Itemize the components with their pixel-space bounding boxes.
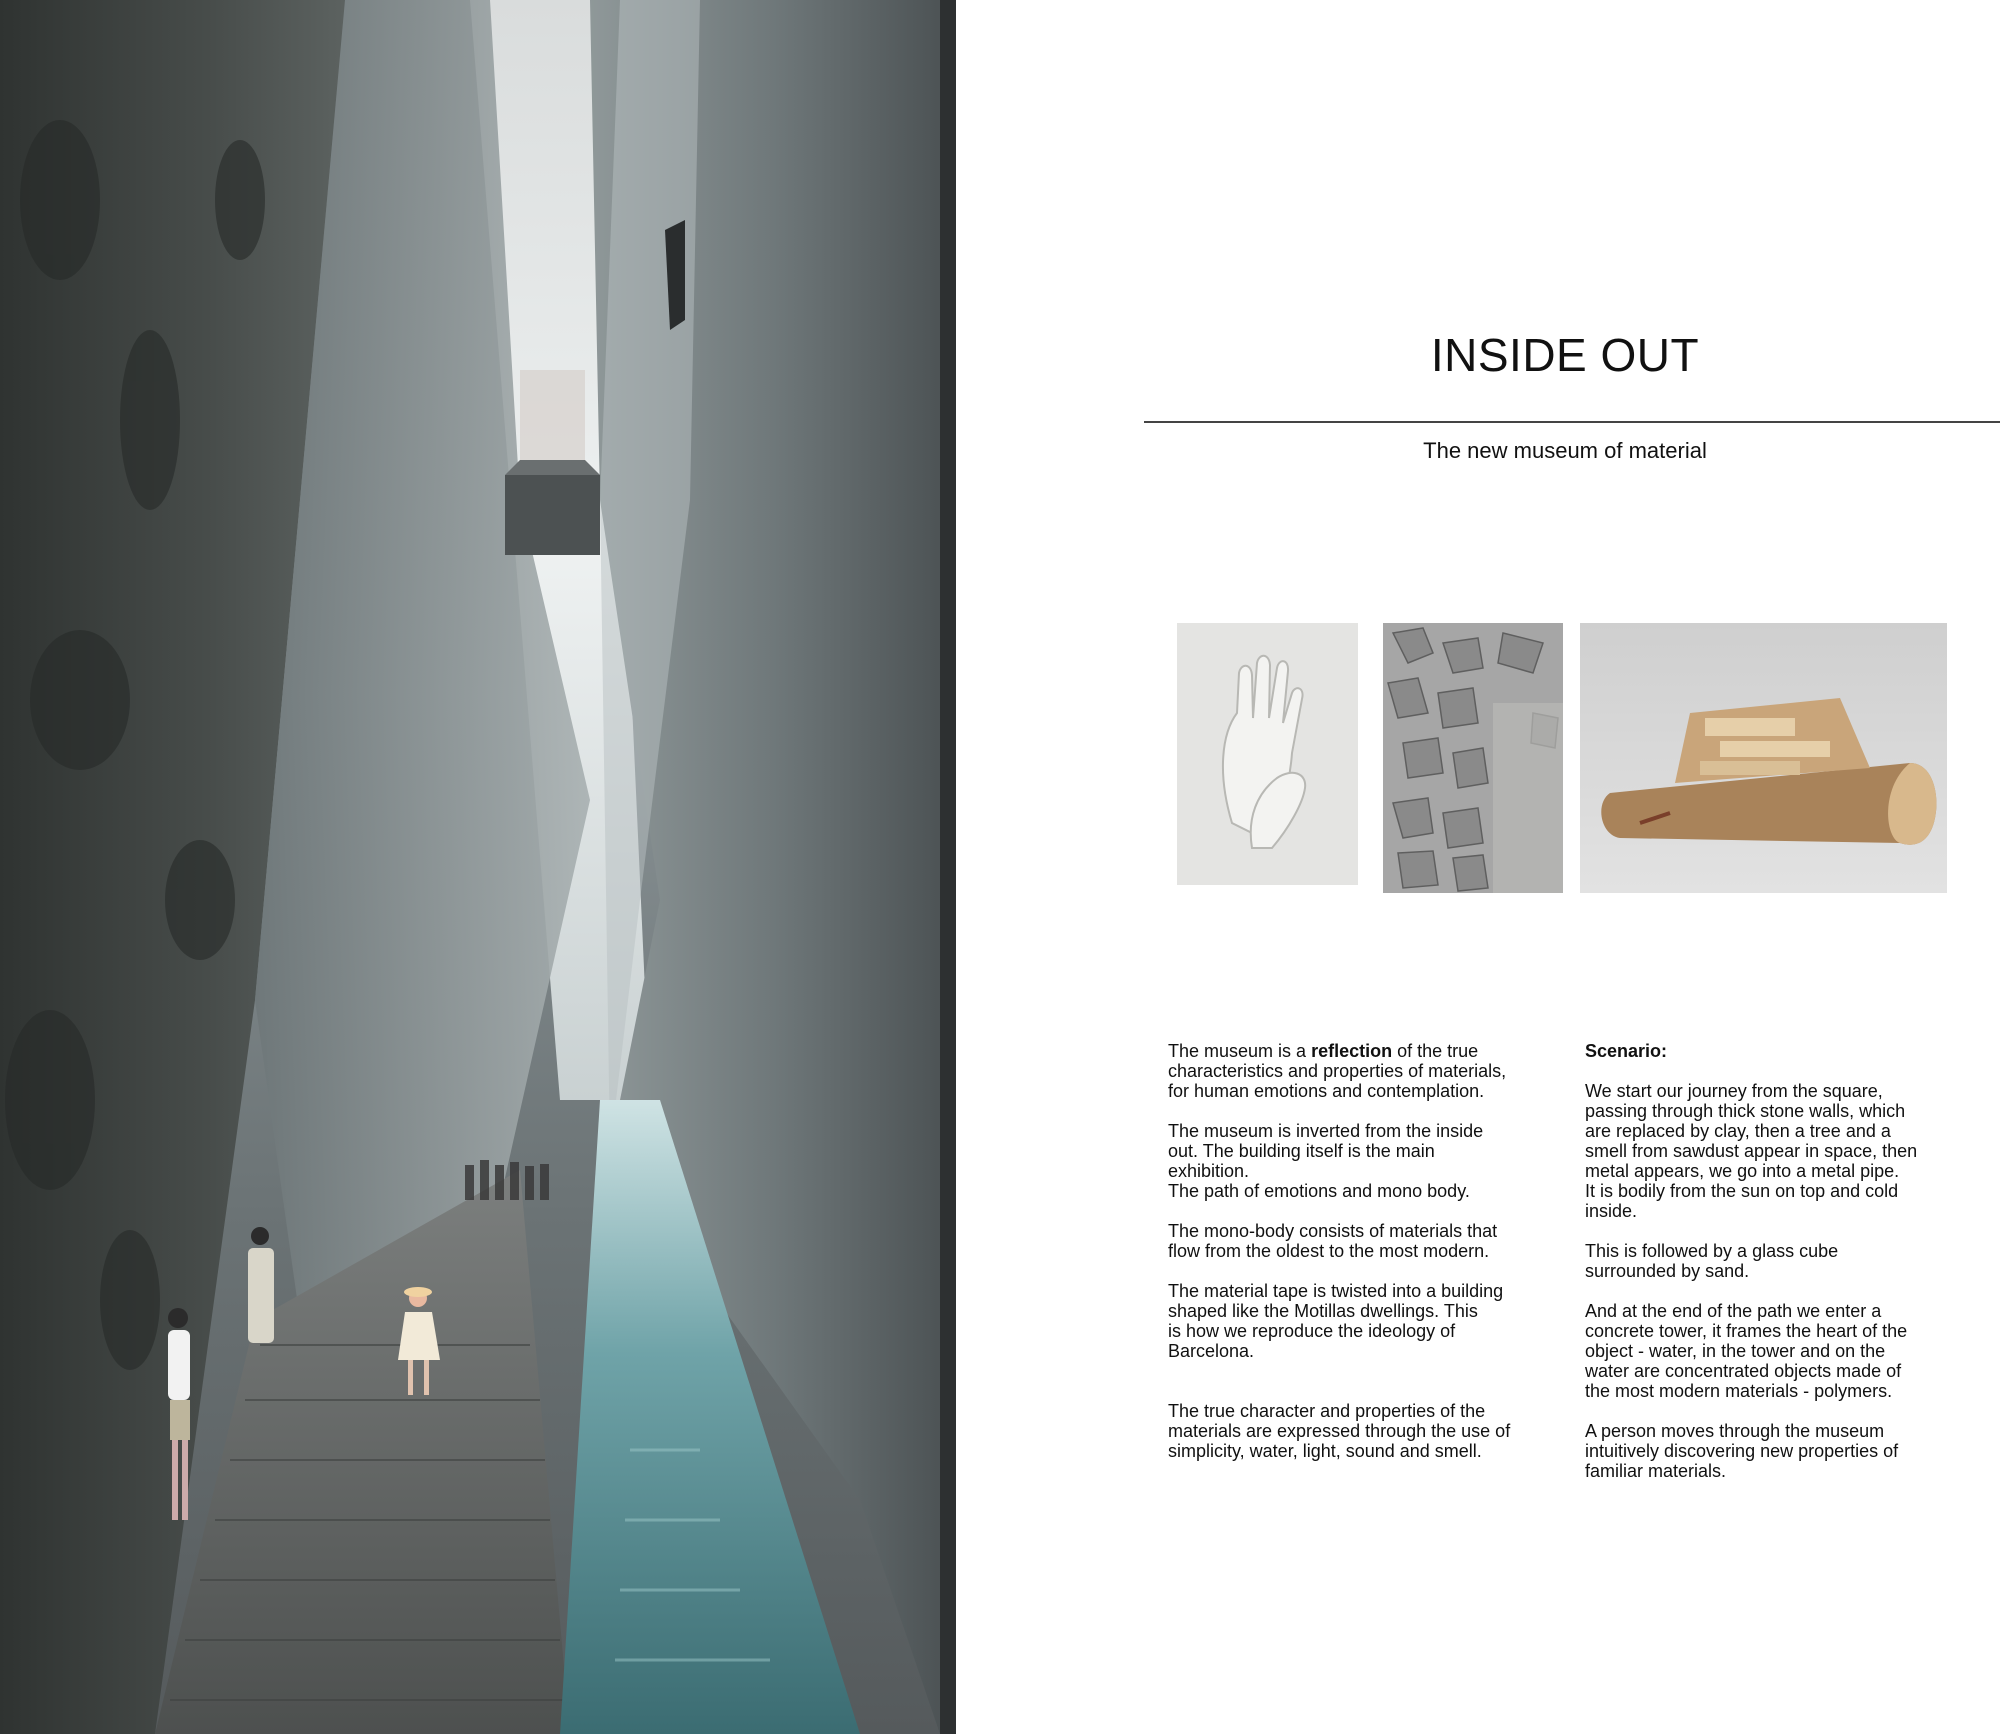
text-line: A person moves through the museum <box>1585 1421 1885 1441</box>
text-line: The museum is a reflection of the true <box>1168 1041 1479 1061</box>
text-line: The material tape is twisted into a building <box>1168 1281 1504 1301</box>
title-divider <box>1144 421 2000 423</box>
text-line: It is bodily from the sun on top and cold <box>1585 1181 1899 1201</box>
text-line: And at the end of the path we enter a <box>1585 1301 1882 1321</box>
description-column <box>1168 1041 1538 1461</box>
text-line: characteristics and properties of materials, <box>1168 1061 1507 1081</box>
page-title: INSIDE OUT <box>1430 329 1700 381</box>
text-line: are replaced by clay, then a tree and a <box>1585 1121 1891 1141</box>
text-line: The true character and properties of the <box>1168 1401 1486 1421</box>
text-line: for human emotions and contemplation. <box>1168 1081 1485 1101</box>
text-line: flow from the oldest to the most modern. <box>1168 1241 1490 1261</box>
text-line: concrete tower, it frames the heart of the <box>1585 1321 1908 1341</box>
text-line: The museum is inverted from the inside <box>1168 1121 1484 1141</box>
museum-interior-render <box>0 0 956 1734</box>
emphasis-text: reflection <box>1311 1041 1393 1061</box>
crushed-stone-texture-image <box>1383 623 1563 893</box>
text-line: The path of emotions and mono body. <box>1168 1181 1470 1201</box>
text-line: the most modern materials - polymers. <box>1585 1381 1893 1401</box>
scenario-column <box>1585 1041 1955 1481</box>
text-line: This is followed by a glass cube <box>1585 1241 1839 1261</box>
text-line: passing through thick stone walls, which <box>1585 1101 1906 1121</box>
text-line: materials are expressed through the use of <box>1168 1421 1511 1441</box>
scenario-heading: Scenario: <box>1585 1041 1668 1061</box>
text-line: Barcelona. <box>1168 1341 1255 1361</box>
text-line: surrounded by sand. <box>1585 1261 1750 1281</box>
text-line: The mono-body consists of materials that <box>1168 1221 1498 1241</box>
text-line: simplicity, water, light, sound and smell. <box>1168 1441 1482 1461</box>
text-line: exhibition. <box>1168 1161 1250 1181</box>
text-line: familiar materials. <box>1585 1461 1727 1481</box>
page-subtitle: The new museum of material <box>1423 438 1707 463</box>
hand-plaster-relief-image <box>1177 623 1358 885</box>
text-line: water are concentrated objects made of <box>1585 1361 1902 1381</box>
text-line: intuitively discovering new properties of <box>1585 1441 1899 1461</box>
text-line: metal appears, we go into a metal pipe. <box>1585 1161 1900 1181</box>
text-line: out. The building itself is the main <box>1168 1141 1435 1161</box>
wooden-log-house-model-image <box>1580 623 1947 893</box>
text-line: We start our journey from the square, <box>1585 1081 1883 1101</box>
text-line: is how we reproduce the ideology of <box>1168 1321 1456 1341</box>
text-line: smell from sawdust appear in space, then <box>1585 1141 1918 1161</box>
text-line: inside. <box>1585 1201 1638 1221</box>
text-line: shaped like the Motillas dwellings. This <box>1168 1301 1478 1321</box>
text-line: object - water, in the tower and on the <box>1585 1341 1886 1361</box>
